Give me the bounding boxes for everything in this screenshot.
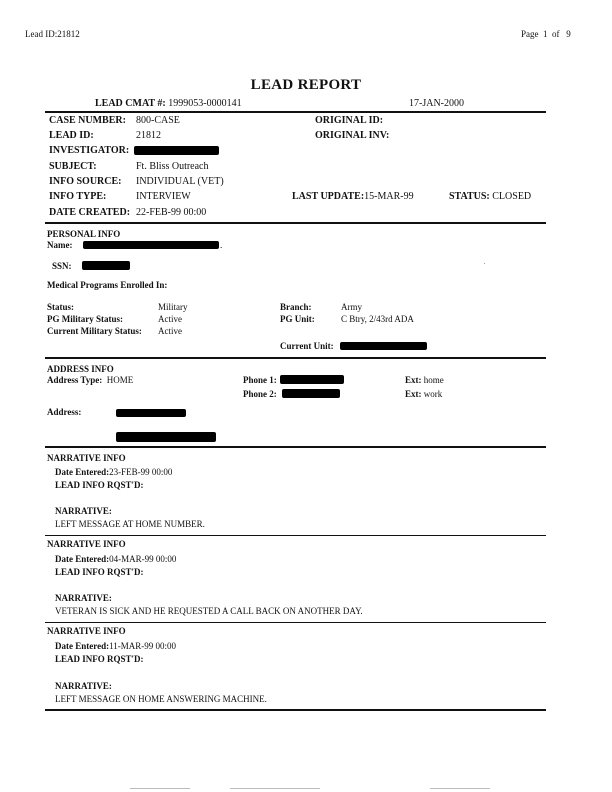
phone2-redaction — [282, 389, 340, 398]
last-update — [292, 191, 414, 202]
date-created-label: DATE CREATED: — [49, 207, 131, 218]
case-number-value: 800-CASE — [136, 115, 180, 126]
branch-value: Army — [341, 302, 362, 312]
page-lead-id-value: 21812 — [57, 29, 80, 39]
narrative-heading: NARRATIVE INFO — [47, 539, 126, 549]
ssn-label: SSN: — [52, 261, 72, 271]
cmat-value: 1999053-0000141 — [168, 98, 242, 109]
info-type-label: INFO TYPE: — [49, 191, 107, 202]
ext1 — [405, 375, 444, 385]
last-update-value: 15-MAR-99 — [364, 191, 414, 202]
lead-info-rqstd-label: LEAD INFO RQST'D: — [55, 654, 144, 664]
narrative-date-entered — [55, 641, 176, 651]
info-source-value: INDIVIDUAL (VET) — [136, 176, 224, 187]
page-lead-id — [25, 29, 80, 39]
narrative-date-entered — [55, 554, 176, 564]
mil-status-value: Military — [158, 302, 188, 312]
divider — [45, 446, 546, 448]
original-id-label: ORIGINAL ID: — [315, 115, 384, 126]
divider — [45, 709, 546, 711]
personal-info-heading: PERSONAL INFO — [47, 229, 121, 239]
report-date: 17-JAN-2000 — [409, 98, 464, 109]
date-entered-value: 23-FEB-99 00:00 — [109, 467, 173, 477]
lead-info-rqstd-label: LEAD INFO RQST'D: — [55, 480, 144, 490]
subject-label: SUBJECT: — [49, 161, 97, 172]
ext1-value: home — [423, 375, 444, 385]
page-current: 1 — [543, 29, 548, 39]
scan-artifact — [230, 788, 320, 789]
phone2-label: Phone 2: — [243, 389, 277, 399]
investigator-label: INVESTIGATOR: — [49, 145, 130, 156]
medical-programs-label: Medical Programs Enrolled In: — [47, 280, 168, 290]
narrative-text: VETERAN IS SICK AND HE REQUESTED A CALL BACK ON ANOTHER DAY. — [55, 606, 363, 616]
narrative-heading: NARRATIVE INFO — [47, 626, 126, 636]
page-total: 9 — [566, 29, 571, 39]
pg-military-status-value: Active — [158, 314, 182, 324]
scan-artifact — [430, 788, 490, 789]
address-type-value: HOME — [106, 375, 134, 385]
address-type — [47, 375, 133, 385]
branch-label: Branch: — [280, 302, 312, 312]
page-lead-id-label: Lead ID: — [25, 29, 58, 39]
date-entered-label: Date Entered: — [55, 641, 110, 651]
name-trailing: . — [220, 240, 223, 250]
divider — [45, 535, 546, 536]
cmat-line — [95, 98, 242, 109]
pg-military-status-label: PG Military Status: — [47, 314, 123, 324]
current-unit-redaction — [340, 342, 427, 350]
lead-id-label: LEAD ID: — [49, 130, 94, 141]
narrative-label: NARRATIVE: — [55, 593, 112, 603]
narrative-date-entered — [55, 467, 172, 477]
current-unit-label: Current Unit: — [280, 341, 334, 351]
address-type-label: Address Type: — [47, 375, 103, 385]
date-created-value: 22-FEB-99 00:00 — [136, 207, 207, 218]
page-of: of — [552, 29, 560, 39]
pg-unit-label: PG Unit: — [280, 314, 315, 324]
phone1-redaction — [280, 375, 344, 384]
ext1-label: Ext: — [405, 375, 422, 385]
info-source-label: INFO SOURCE: — [49, 176, 122, 187]
date-entered-label: Date Entered: — [55, 554, 110, 564]
last-update-label: LAST UPDATE: — [292, 191, 365, 202]
address-line2-redaction — [116, 432, 216, 442]
address-label: Address: — [47, 407, 82, 417]
scan-artifact — [130, 788, 190, 789]
pg-unit-value: C Btry, 2/43rd ADA — [341, 314, 414, 324]
cmat-label: LEAD CMAT #: — [95, 98, 166, 109]
original-inv-label: ORIGINAL INV: — [315, 130, 390, 141]
investigator-redaction — [134, 146, 219, 155]
name-label: Name: — [47, 240, 73, 250]
divider — [45, 622, 546, 623]
ext2-value: work — [423, 389, 443, 399]
status-value: CLOSED — [492, 191, 532, 202]
phone1-label: Phone 1: — [243, 375, 277, 385]
narrative-label: NARRATIVE: — [55, 506, 112, 516]
info-type-value: INTERVIEW — [136, 191, 191, 202]
divider — [45, 111, 546, 113]
narrative-label: NARRATIVE: — [55, 681, 112, 691]
divider — [45, 222, 546, 224]
status-badge — [449, 191, 531, 202]
status-label: STATUS: — [449, 191, 490, 202]
page-title: LEAD REPORT — [250, 77, 362, 93]
current-military-status-value: Active — [158, 326, 182, 336]
narrative-heading: NARRATIVE INFO — [47, 453, 126, 463]
scan-speck — [484, 263, 485, 264]
ext2 — [405, 389, 442, 399]
divider — [45, 357, 546, 359]
page-number — [521, 29, 571, 39]
date-entered-label: Date Entered: — [55, 467, 110, 477]
ext2-label: Ext: — [405, 389, 422, 399]
current-military-status-label: Current Military Status: — [47, 326, 142, 336]
mil-status-label: Status: — [47, 302, 75, 312]
address-info-heading: ADDRESS INFO — [47, 364, 114, 374]
address-line1-redaction — [116, 409, 186, 417]
ssn-redaction — [82, 261, 130, 270]
case-number-label: CASE NUMBER: — [49, 115, 126, 126]
narrative-text: LEFT MESSAGE ON HOME ANSWERING MACHINE. — [55, 694, 267, 704]
page-label: Page — [521, 29, 539, 39]
date-entered-value: 04-MAR-99 00:00 — [109, 554, 177, 564]
name-redaction — [83, 241, 219, 249]
lead-info-rqstd-label: LEAD INFO RQST'D: — [55, 567, 144, 577]
lead-id-value: 21812 — [136, 130, 161, 141]
subject-value: Ft. Bliss Outreach — [136, 161, 209, 172]
narrative-text: LEFT MESSAGE AT HOME NUMBER. — [55, 519, 205, 529]
date-entered-value: 11-MAR-99 00:00 — [109, 641, 176, 651]
